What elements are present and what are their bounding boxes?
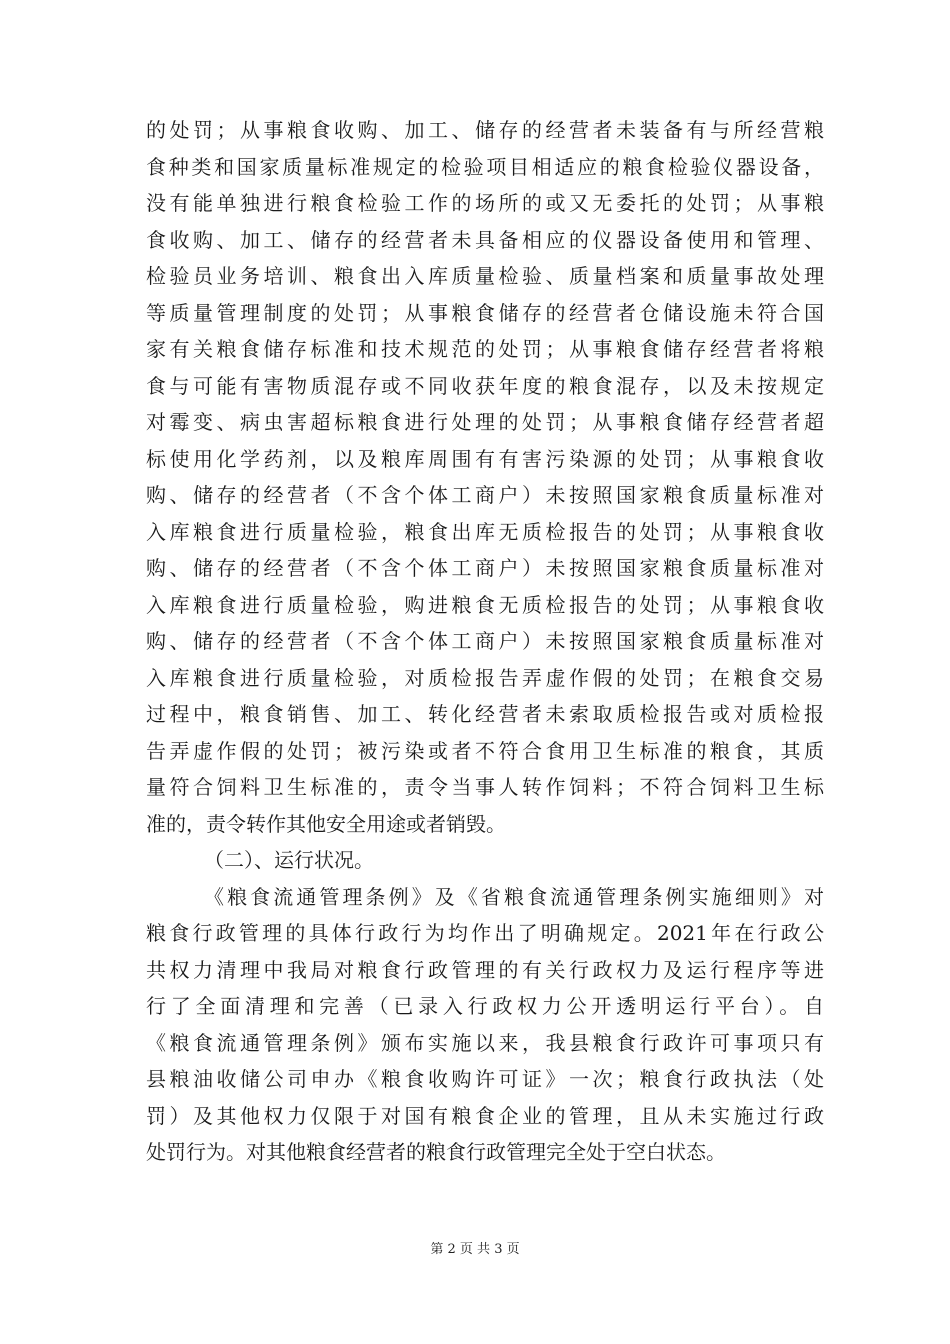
- text-line: 入库粮食进行质量检验，粮食出库无质检报告的处罚；从事粮食收: [146, 519, 824, 544]
- text-line: 购、储存的经营者（不含个体工商户）未按照国家粮食质量标准对: [146, 556, 824, 580]
- page-number: 第 2 页 共 3 页: [430, 1242, 520, 1257]
- text-line: 粮食行政管理的具体行政行为均作出了明确规定。2021年在行政公: [146, 921, 824, 945]
- page-footer: [0, 1238, 950, 1257]
- text-line: 家有关粮食储存标准和技术规范的处罚；从事粮食储存经营者将粮: [146, 337, 824, 361]
- text-line: 食收购、加工、储存的经营者未具备相应的仪器设备使用和管理、: [146, 227, 824, 252]
- body-text: [146, 112, 824, 1171]
- text-line: 告弄虚作假的处罚；被污染或者不符合食用卫生标准的粮食，其质: [146, 738, 824, 763]
- text-line: 量符合饲料卫生标准的，责令当事人转作饲料；不符合饲料卫生标: [146, 775, 824, 799]
- text-line: 检验员业务培训、粮食出入库质量检验、质量档案和质量事故处理: [146, 264, 824, 288]
- text-line: 县粮油收储公司申办《粮食收购许可证》一次；粮食行政执法（处: [146, 1067, 824, 1091]
- text-line: 《粮食流通管理条例》颁布实施以来，我县粮食行政许可事项只有: [146, 1030, 824, 1055]
- text-line: 食种类和国家质量标准规定的检验项目相适应的粮食检验仪器设备，: [146, 154, 824, 179]
- text-line: 过程中，粮食销售、加工、转化经营者未索取质检报告或对质检报: [146, 702, 824, 726]
- text-line: 入库粮食进行质量检验，购进粮食无质检报告的处罚；从事粮食收: [146, 592, 824, 617]
- text-line: 行了全面清理和完善（已录入行政权力公开透明运行平台）。自: [146, 994, 824, 1018]
- text-line: 没有能单独进行粮食检验工作的场所的或又无委托的处罚；从事粮: [146, 191, 824, 215]
- text-line: 的处罚；从事粮食收购、加工、储存的经营者未装备有与所经营粮: [146, 118, 824, 142]
- text-line: 购、储存的经营者（不含个体工商户）未按照国家粮食质量标准对: [146, 483, 824, 507]
- text-line: 食与可能有害物质混存或不同收获年度的粮食混存，以及未按规定: [146, 373, 824, 398]
- section-heading: （二）、运行状况。: [204, 848, 374, 872]
- text-line: 入库粮食进行质量检验，对质检报告弄虚作假的处罚；在粮食交易: [146, 665, 824, 690]
- text-line: 等质量管理制度的处罚；从事粮食储存的经营者仓储设施未符合国: [146, 300, 824, 325]
- paragraph-status: [146, 879, 824, 1171]
- paragraph-penalties: [146, 112, 824, 842]
- text-line: 《粮食流通管理条例》及《省粮食流通管理条例实施细则》对: [204, 884, 824, 909]
- text-line: 购、储存的经营者（不含个体工商户）未按照国家粮食质量标准对: [146, 629, 824, 653]
- text-line: 准的，责令转作其他安全用途或者销毁。: [146, 811, 506, 836]
- text-line: 标使用化学药剂，以及粮库周围有有害污染源的处罚；从事粮食收: [146, 446, 824, 471]
- text-line: 处罚行为。对其他粮食经营者的粮食行政管理完全处于空白状态。: [146, 1140, 726, 1164]
- text-line: 罚）及其他权力仅限于对国有粮食企业的管理，且从未实施过行政: [146, 1103, 824, 1128]
- text-line: 共权力清理中我局对粮食行政管理的有关行政权力及运行程序等进: [146, 957, 824, 982]
- text-line: 对霉变、病虫害超标粮食进行处理的处罚；从事粮食储存经营者超: [146, 410, 824, 434]
